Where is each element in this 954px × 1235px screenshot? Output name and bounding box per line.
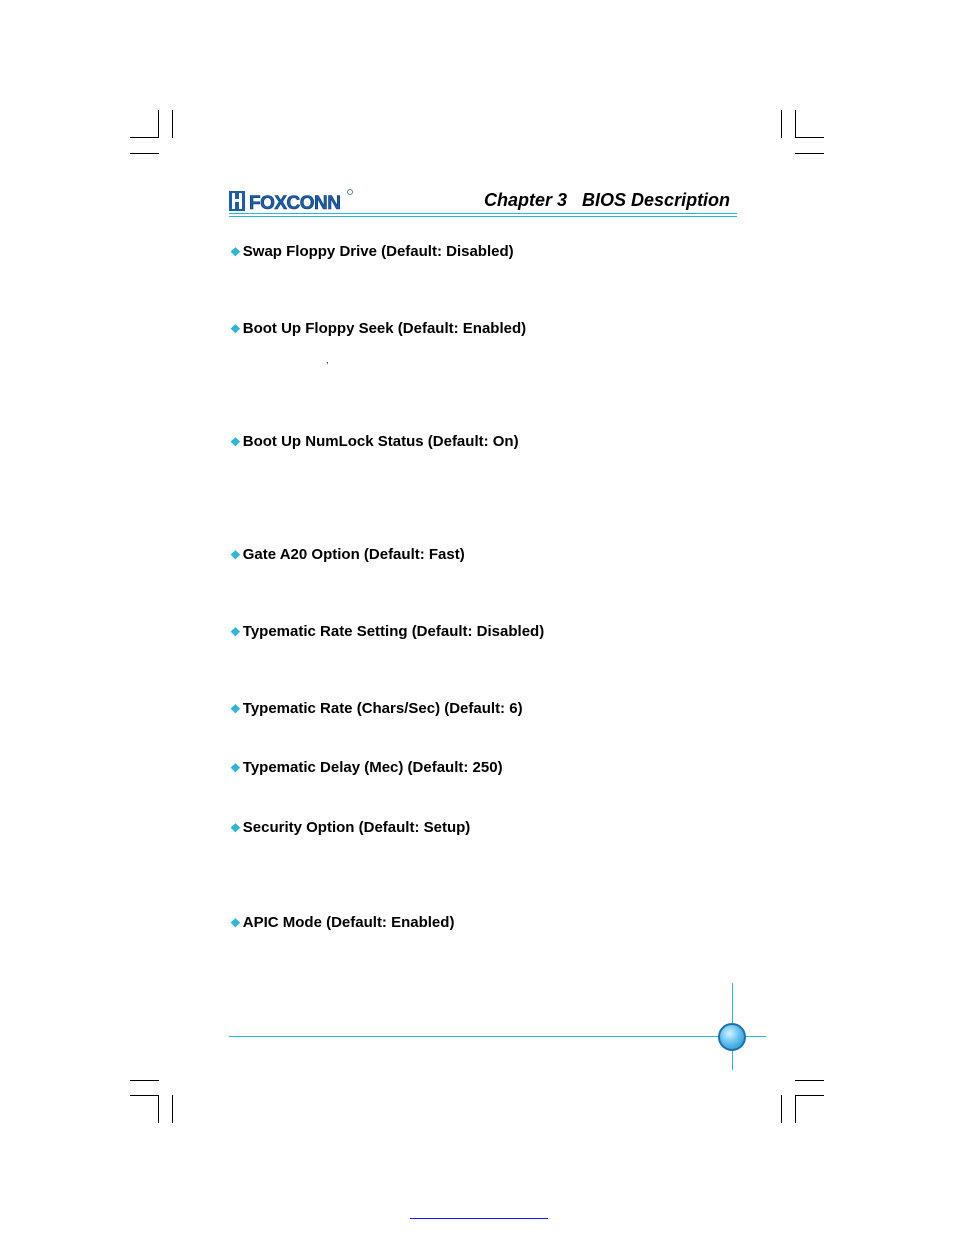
item-label: Typematic Rate Setting (Default: Disabled) [242,623,545,640]
stray-mark: , [326,355,329,365]
item-label: APIC Mode (Default: Enabled) [242,914,455,931]
item-label: Typematic Rate (Chars/Sec) (Default: 6) [242,700,523,717]
item-label: Swap Floppy Drive (Default: Disabled) [242,243,514,260]
diamond-bullet-icon: ❖ [230,435,241,449]
diamond-bullet-icon: ❖ [230,322,241,336]
item-boot-up-numlock-status [230,433,519,450]
item-label: Gate A20 Option (Default: Fast) [242,546,465,563]
item-label: Boot Up Floppy Seek (Default: Enabled) [242,320,527,337]
item-label: Boot Up NumLock Status (Default: On) [242,433,519,450]
item-label: Typematic Delay (Mec) (Default: 250) [242,759,503,776]
diamond-bullet-icon: ❖ [230,625,241,639]
item-typematic-delay [230,759,503,776]
diamond-bullet-icon: ❖ [230,761,241,775]
diamond-bullet-icon: ❖ [230,916,241,930]
logo-text: FOXCONN [249,193,341,213]
item-security-option [230,819,470,836]
link-underline[interactable] [410,1218,548,1219]
item-label: Security Option (Default: Setup) [242,819,471,836]
item-swap-floppy-drive [230,243,514,260]
foxconn-logo [229,189,355,213]
diamond-bullet-icon: ❖ [230,245,241,259]
item-typematic-rate [230,700,523,717]
header-rule [229,216,737,217]
page-marker-circle-icon [718,1023,746,1051]
item-boot-up-floppy-seek [230,320,526,337]
header-rule [229,213,737,214]
diamond-bullet-icon: ❖ [230,548,241,562]
diamond-bullet-icon: ❖ [230,702,241,716]
footer-rule [229,1036,766,1037]
item-apic-mode [230,914,454,931]
item-gate-a20-option [230,546,465,563]
chapter-title: Chapter 3 BIOS Description [484,190,731,210]
diamond-bullet-icon: ❖ [230,821,241,835]
item-typematic-rate-setting [230,623,544,640]
